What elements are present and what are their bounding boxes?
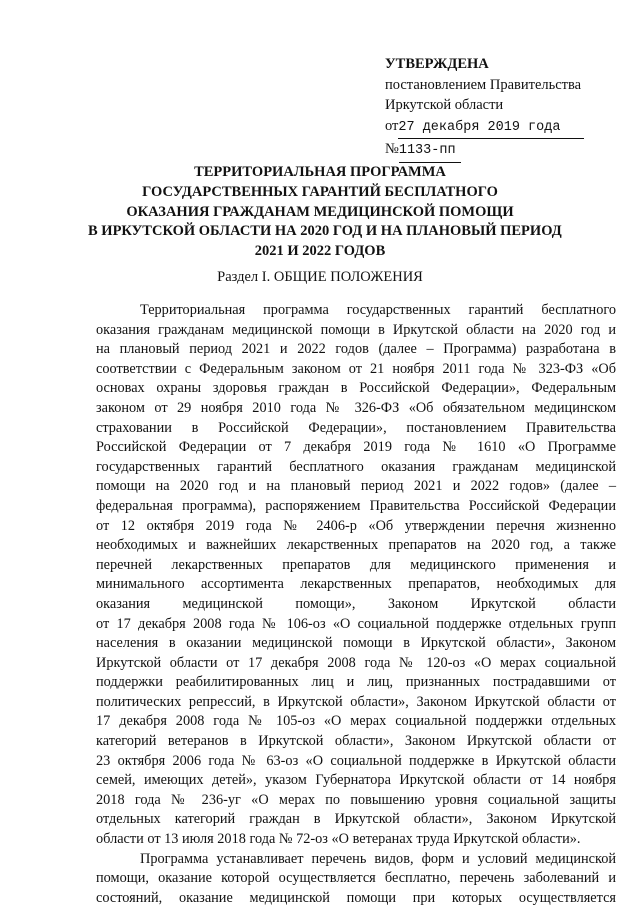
paragraph-1 — [96, 301, 616, 850]
document-body — [96, 301, 616, 908]
paragraph-line: населения в оказании медицинской помощи в Иркутской области», Законом — [96, 635, 616, 652]
paragraph-line: Программа устанавливает перечень видов, форм и условий медицинской — [140, 850, 616, 867]
paragraph-line: соответствии с Федеральным законом от 21 ноября 2011 года № 323-ФЗ «Об — [96, 360, 616, 377]
approval-date-prefix: от — [385, 117, 399, 134]
title-line: ГОСУДАРСТВЕННЫХ ГАРАНТИЙ БЕСПЛАТНОГО — [142, 183, 498, 200]
paragraph-line: от 12 октября 2019 года № 2406-р «Об утверждении перечня жизненно — [96, 517, 616, 534]
paragraph-line: на плановый период 2021 и 2022 годов (далее – Программа) разработана в — [96, 341, 616, 358]
paragraph-line: Территориальная программа государственных гарантий бесплатного — [140, 302, 616, 318]
paragraph-line: состояний, оказание медицинской помощи при которых осуществляется — [96, 889, 616, 906]
paragraph-line: федеральная программа), распоряжением Правительства Российской Федерации — [96, 497, 616, 514]
paragraph-line: помощи на 2020 год и на плановый период 2021 и 2022 годов» (далее – — [96, 478, 616, 495]
approval-number-prefix: № — [385, 141, 399, 157]
approval-line-1: постановлением Правительства — [385, 76, 582, 93]
title-line: В ИРКУТСКОЙ ОБЛАСТИ НА 2020 ГОД И НА ПЛАНОВЫЙ ПЕРИОД — [88, 223, 562, 240]
paragraph-line: законом от 29 ноября 2010 года № 326-ФЗ «Об обязательном медицинском — [96, 399, 616, 416]
title-line: ТЕРРИТОРИАЛЬНАЯ ПРОГРАММА — [194, 164, 446, 180]
paragraph-line: минимального ассортимента лекарственных препаратов, необходимых для — [96, 576, 616, 593]
approval-date-line — [385, 116, 595, 140]
title-line: ОКАЗАНИЯ ГРАЖДАНАМ МЕДИЦИНСКОЙ ПОМОЩИ — [126, 203, 514, 220]
approval-heading: УТВЕРЖДЕНА — [385, 56, 489, 72]
paragraph-line: области от 13 июля 2018 года № 72-оз «О ветеранах труда Иркутской области». — [96, 831, 581, 848]
approval-number-line — [385, 139, 595, 163]
approval-stamp — [385, 54, 595, 163]
paragraph-line: Российской Федерации от 7 декабря 2019 года № 1610 «О Программе — [96, 439, 616, 456]
paragraph-line: политических репрессий, в Иркутской области», Законом Иркутской области от — [96, 693, 616, 710]
paragraph-line: государственных гарантий бесплатного оказания гражданам медицинской — [96, 458, 616, 475]
approval-number-value: 1133-пп — [399, 141, 461, 163]
paragraph-line: помощи, оказание которой осуществляется бесплатно, перечень заболеваний и — [96, 870, 616, 887]
paragraph-line: оказания гражданам медицинской помощи в Иркутской области на 2020 год и — [96, 321, 616, 338]
document-title — [88, 163, 562, 262]
approval-date-value: 27 декабря 2019 года — [398, 118, 584, 140]
paragraph-line: 17 декабря 2008 года № 105-оз «О мерах социальной поддержки отдельных — [96, 713, 616, 730]
paragraph-line: страховании в Российской Федерации», постановлением Правительства — [96, 419, 616, 436]
approval-line-2: Иркутской области — [385, 97, 504, 113]
paragraph-line: отдельных категорий граждан в Иркутской области», Законом Иркутской — [96, 811, 616, 828]
paragraph-line: семей, имеющих детей», указом Губернатора Иркутской области от 14 ноября — [96, 772, 616, 789]
section-heading: Раздел I. ОБЩИЕ ПОЛОЖЕНИЯ — [217, 269, 423, 285]
paragraph-line: 2018 года № 236-уг «О мерах по повышению уровня социальной защиты — [96, 791, 616, 808]
paragraph-line: основах охраны здоровья граждан в Российской Федерации», Федеральным — [96, 380, 616, 397]
paragraph-line: категорий ветеранов в Иркутской области», Законом Иркутской области от — [96, 733, 616, 750]
paragraph-line: поддержки реабилитированных лиц и лиц, признанных пострадавшими от — [96, 674, 616, 691]
paragraph-line: Иркутской области от 17 декабря 2008 года № 120-оз «О мерах социальной — [96, 654, 616, 671]
paragraph-line: 23 октября 2006 года № 63-оз «О социальной поддержке в Иркутской области — [96, 752, 616, 769]
paragraph-2 — [96, 850, 616, 908]
paragraph-line: от 17 декабря 2008 года № 106-оз «О социальной поддержке отдельных групп — [96, 615, 616, 632]
paragraph-line: перечней лекарственных препаратов для медицинского применения и — [96, 556, 616, 573]
title-line: 2021 И 2022 ГОДОВ — [254, 243, 386, 260]
paragraph-line: оказания медицинской помощи», Законом Иркутской области — [96, 595, 616, 612]
paragraph-line: необходимых и важнейших лекарственных препаратов на 2020 год, а также — [96, 537, 616, 554]
